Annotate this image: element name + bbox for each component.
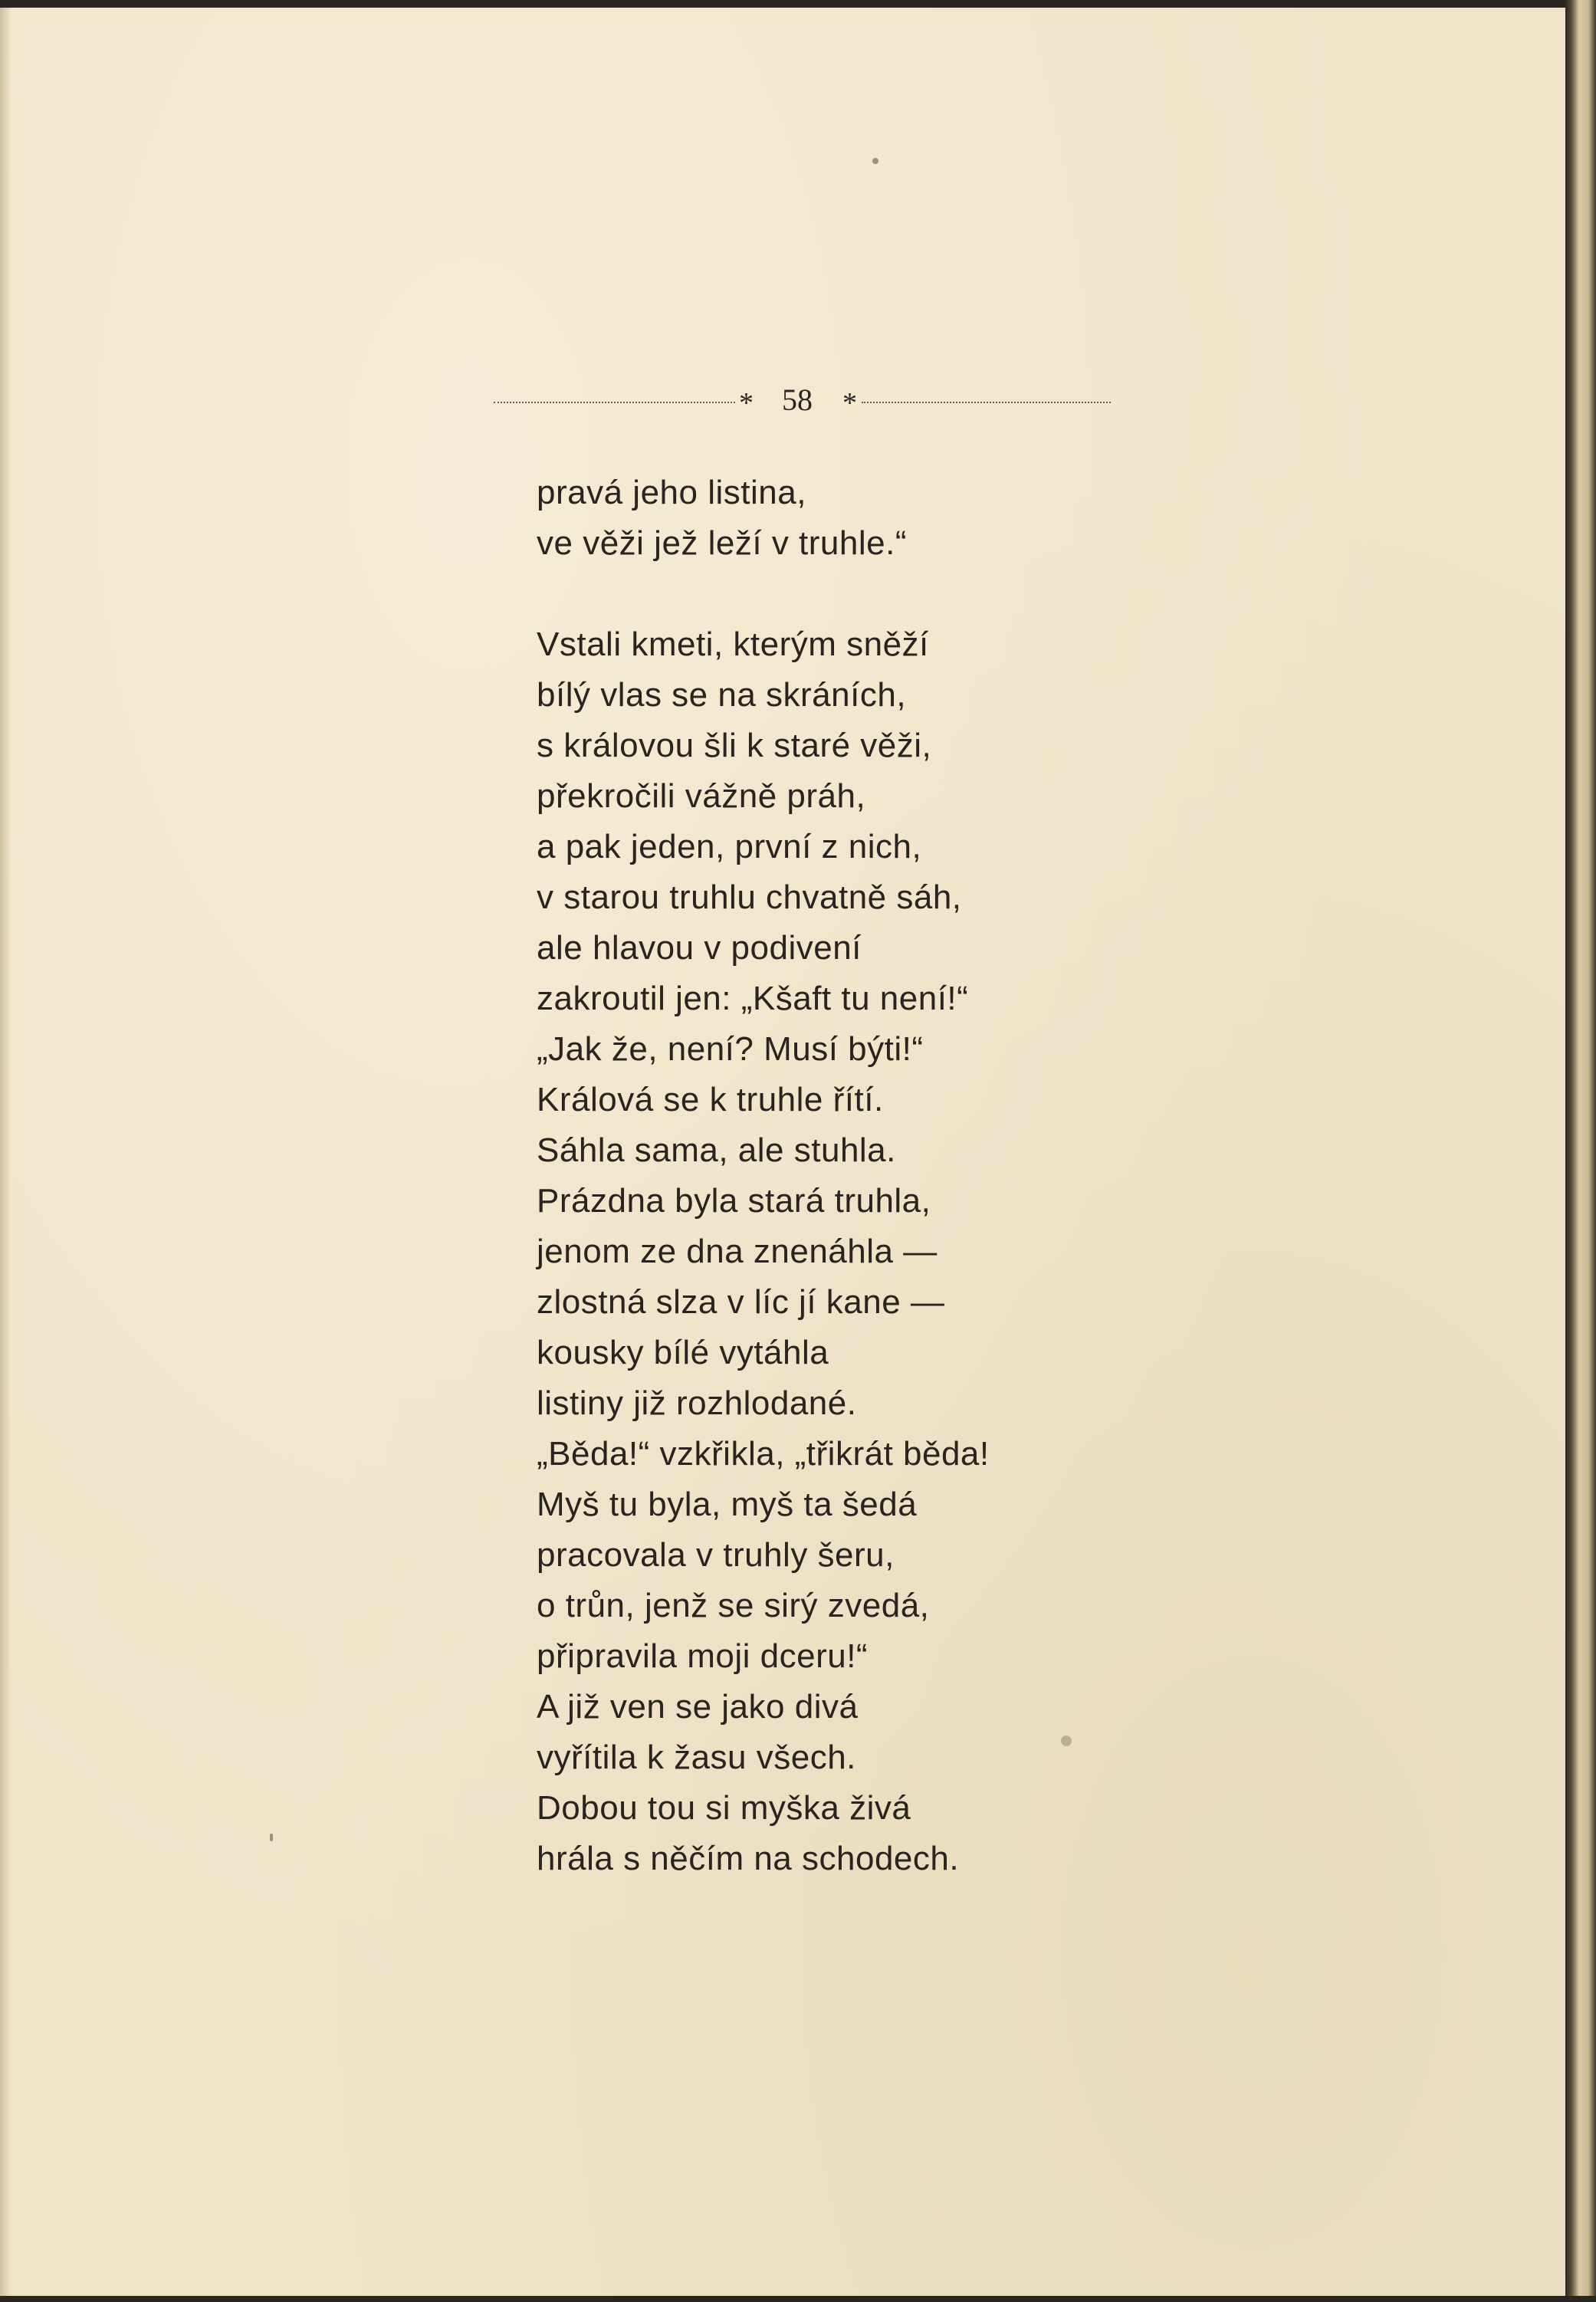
header-star-left: * (739, 387, 754, 419)
poem-line: kousky bílé vytáhla (537, 1334, 829, 1371)
poem-line: listiny již rozhlodané. (537, 1384, 857, 1422)
poem-line: připravila moji dceru!“ (537, 1637, 869, 1675)
poem-line: Dobou tou si myška živá (537, 1789, 911, 1827)
header-rule-right (862, 402, 1111, 403)
poem-line: překročili vážně práh, (537, 777, 866, 815)
page-number: 58 (782, 383, 813, 417)
poem-line: Králová se k truhle řítí. (537, 1081, 884, 1118)
poem-line: ale hlavou v podivení (537, 929, 862, 967)
poem-line: Vstali kmeti, kterým sněží (537, 626, 929, 663)
page-left-edge (0, 8, 11, 2296)
paper-speck (872, 158, 878, 164)
poem-line: zakroutil jen: „Kšaft tu není!“ (537, 980, 969, 1017)
poem-line: o trůn, jenž se sirý zvedá, (537, 1587, 930, 1624)
poem-line: Prázdna byla stará truhla, (537, 1182, 931, 1220)
poem-line: jenom ze dna znenáhla — (537, 1233, 938, 1270)
poem-line: A již ven se jako divá (537, 1688, 859, 1726)
poem-line: Myš tu byla, myš ta šedá (537, 1486, 918, 1523)
poem-line: v starou truhlu chvatně sáh, (537, 878, 962, 916)
poem-line: a pak jeden, první z nich, (537, 828, 922, 865)
poem-line: ve věži jež leží v truhle.“ (537, 524, 907, 562)
poem-line: vyřítila k žasu všech. (537, 1739, 856, 1776)
poem-line: „Jak že, není? Musí býti!“ (537, 1030, 924, 1068)
poem-line: s královou šli k staré věži, (537, 727, 932, 764)
page-bottom-edge (0, 2296, 1596, 2302)
poem-line: hrála s něčím na schodech. (537, 1840, 960, 1877)
page-header (494, 382, 1107, 420)
paper-speck (1061, 1736, 1072, 1746)
stanza-gap (537, 569, 990, 619)
poem-line: bílý vlas se na skráních, (537, 676, 907, 714)
poem-line: pracovala v truhly šeru, (537, 1536, 895, 1574)
poem-text (537, 468, 990, 1884)
paper-speck (270, 1834, 273, 1841)
page-right-edge (1565, 0, 1596, 2302)
poem-line: „Běda!“ vzkřikla, „třikrát běda! (537, 1435, 990, 1473)
poem-line: zlostná slza v líc jí kane — (537, 1283, 945, 1321)
poem-line: pravá jeho listina, (537, 474, 806, 511)
header-star-right: * (842, 387, 857, 419)
header-rule-left (494, 402, 735, 403)
poem-line: Sáhla sama, ale stuhla. (537, 1131, 896, 1169)
stanza (537, 468, 990, 569)
stanza (537, 619, 990, 1884)
